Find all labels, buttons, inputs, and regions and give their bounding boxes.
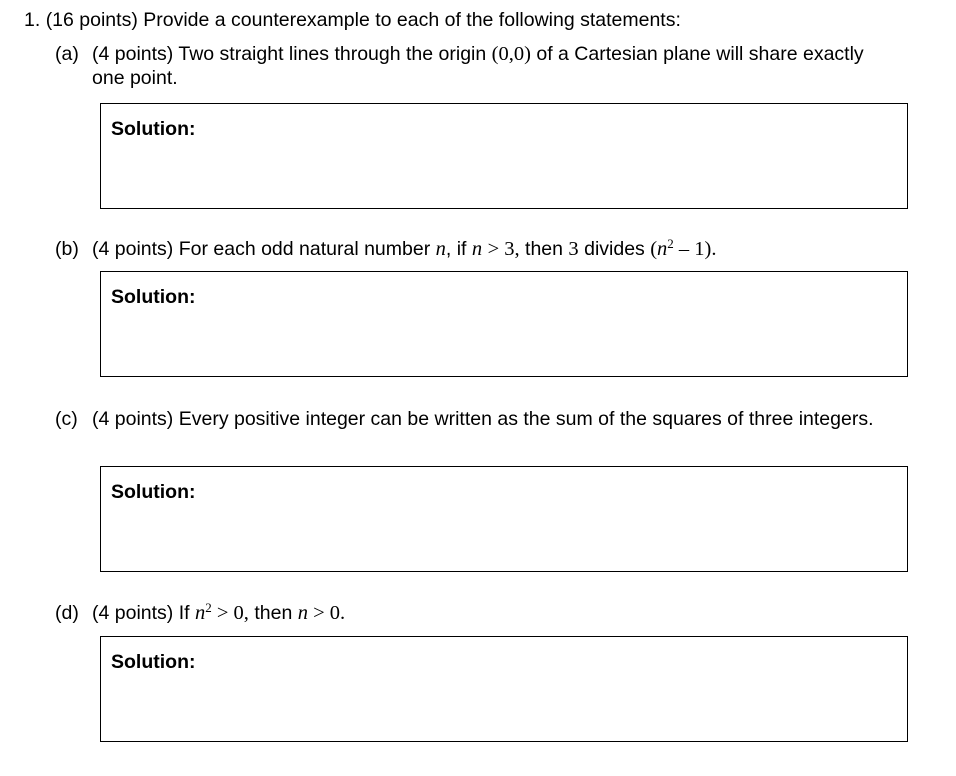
question-points: (16 points) [45,9,138,31]
question-number: 1. [24,9,41,31]
part-b-expression [650,238,716,260]
part-a-statement [92,42,892,90]
part-a-points: (4 points) [92,43,174,65]
part-b-text-1: For each odd natural number [178,238,431,260]
part-a-text-after: of a Cartesian plane will share exactly one point. [92,43,864,89]
solution-label-d: Solution: [111,651,196,673]
part-d-var-n-2: n [297,602,308,624]
part-c-points: (4 points) [92,408,174,430]
part-b-expr-tail: – 1). [678,238,717,260]
part-a-origin: (0,0) [491,43,531,65]
part-c-statement [92,407,892,431]
solution-box-d[interactable] [100,636,908,742]
solution-label-c: Solution: [111,481,196,503]
solution-label-b: Solution: [111,286,196,308]
part-d [55,601,892,625]
part-d-var-n: n [194,602,206,624]
part-c-text: Every positive integer can be written as the sum of the squares of three integers. [178,408,874,430]
question-header [24,8,681,32]
question-prompt: Provide a counterexample to each of the following statements: [143,9,681,31]
solution-box-a[interactable] [100,103,908,209]
part-b-text-2: , if [445,238,467,260]
part-b-var-n: n [435,238,446,260]
part-c [55,407,892,431]
part-b-text-3: then [525,238,563,260]
part-d-hypothesis [195,602,249,624]
part-a [55,42,892,90]
part-d-points: (4 points) [92,602,174,624]
part-b-num-3: 3 [568,238,579,260]
solution-box-c[interactable] [100,466,908,572]
part-b-points: (4 points) [92,238,174,260]
part-b-expr-var: n [657,238,668,260]
part-b-var-n-cond: n [471,238,483,260]
part-b-cond: > 3, [487,238,520,260]
part-b-label: (b) [55,238,79,260]
part-b-text-4: divides [584,238,645,260]
part-b-statement [92,237,892,261]
part-d-statement [92,601,892,625]
part-d-cond-2: > 0. [313,602,346,624]
part-d-text-2: then [254,602,293,624]
solution-label-a: Solution: [111,118,196,140]
part-c-label: (c) [55,408,78,430]
part-d-label: (d) [55,602,79,624]
part-b [55,237,892,261]
solution-box-b[interactable] [100,271,908,377]
part-b-expr-open: ( [650,238,658,260]
part-a-text: Two straight lines through the origin [178,43,487,65]
part-d-exponent: 2 [205,600,212,615]
part-d-cond-1: > 0, [216,602,249,624]
part-a-label: (a) [55,43,79,65]
part-d-text-1: If [178,602,190,624]
part-b-exponent: 2 [667,236,674,251]
part-d-conclusion [298,602,345,624]
